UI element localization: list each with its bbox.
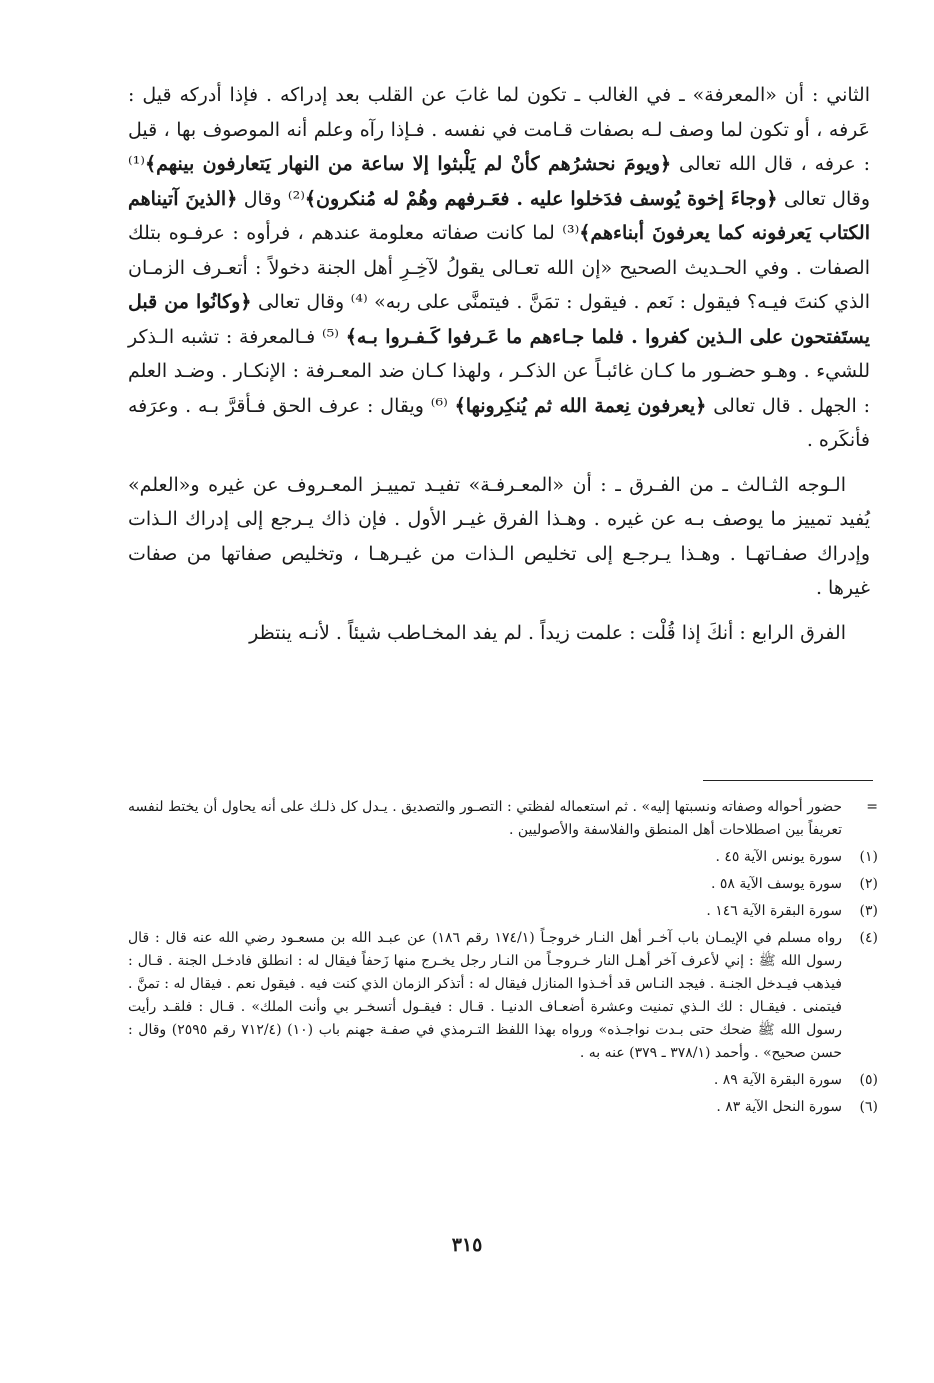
footnote-number: = xyxy=(866,799,878,815)
text-run: ⁽²⁾ وقال xyxy=(237,187,305,210)
quran-verse: ﴿الذينَ آتيناهم الكتاب يَعرفونه كما يعرفونَ أبناءهم﴾ xyxy=(128,187,870,244)
paragraph-gap xyxy=(128,458,870,468)
footnote xyxy=(128,927,878,1065)
footnotes xyxy=(128,796,878,1123)
paragraph-gap xyxy=(128,606,870,616)
text-run: الفرق الرابع : أنكَ إذا قُلْت : علمت زيداً . لم يفد المخـاطب شيئاً . لأنـه ينتظر xyxy=(249,621,846,644)
footnote-divider xyxy=(703,780,873,781)
footnote-text: حضور أحواله وصفاته ونسبتها إليه» . ثم استعماله لفظتي : التصـور والتصديق . يـدل كل ذلـك على أنه يحاول أن يختط لنفسه تعريفاً بين اصطلاحات أهل المنطق والفلاسفة والأصوليين . xyxy=(128,799,842,838)
footnote-number: (٥) xyxy=(859,1072,878,1088)
footnote xyxy=(128,1096,878,1119)
footnote-text: رواه مسلم في الإيمـان باب آخـر أهل النـار خروجـاً (١٧٤/١ رقم ١٨٦) عن عبـد الله بن مسعـود رضي الله عنه قال : قال رسول الله ﷺ : إني لأعرف آخر أهـل النار خـروجـاً من النـار رجل يخـرج منها زَحفاً فيقال له : انطلق فادخـل الجنة . قـال : فيذهب فيـدخل الجنـة . فيجد النـاس قد أخـذوا المنازل فيقال له : أتذكر الزمان الذي كنت فيه . فيقول نعم . فيقال له : تمنَّ . فيتمنى . فيقـال : لك الـذي تمنيت وعشرة أضعـاف الدنيـا . قـال : فيقـول أتسخـر بي وأنت الملك» . قـال : فلقـد رأيت رسول الله ﷺ ضحك حتى بـدت نواجـذه» ورواه بهذا اللفظ التـرمذي في صفـة جهنم باب (١٠) (٧١٢/٤ رقم ٢٥٩٥) وقال : حسن صحيح» . وأحمد (٣٧٨/١ ـ ٣٧٩) عنه به . xyxy=(128,930,843,1061)
footnote xyxy=(128,846,878,869)
paragraph xyxy=(128,78,870,458)
footnote xyxy=(128,1069,878,1092)
text-run: ⁽⁵⁾ فـالمعرفة : تشبه الـذكر للشيء . وهـو حضـور ما كـان غائبـاً عن الذكـر ، ولهذا كـان ضد المعـرفة : الإنكـار . وضـد العلم : الجهل . قال تعالى xyxy=(128,325,870,417)
footnote-number: (١) xyxy=(859,849,878,865)
footnote xyxy=(128,900,878,923)
quran-verse: ﴿وجاءَ إخوة يُوسف فدَخلوا عليه . فعَـرفهم وهُمْ له مُنكرون﴾ xyxy=(304,187,778,210)
footnote-text: سورة البقرة الآية ٨٩ . xyxy=(713,1072,842,1088)
footnote-number: (٦) xyxy=(859,1099,878,1115)
quran-verse: ﴿وكانُوا من قبل يستَفتحون على الـذين كفروا . فلما جـاءهم ما عَـرفوا كَـفـروا بـه﴾ xyxy=(128,291,870,348)
footnote-text: سورة البقرة الآية ١٤٦ . xyxy=(706,903,842,919)
text-run: ⁽¹⁾ وقال تعالى xyxy=(128,153,871,210)
paragraph xyxy=(128,616,870,651)
footnote-text: سورة النحل الآية ٨٣ . xyxy=(716,1099,842,1115)
quran-verse: ﴿ويومَ نحشرُهم كأنْ لم يَلْبثوا إلا ساعة من النهار يَتعارفون بينهم﴾ xyxy=(144,153,672,175)
text-run: ⁽³⁾ لما كانت صفاته معلومة عندهم ، فرأوه : عرفـوه بتلك الصفات . وفي الحـديث الصحيح «إن الله تعـالى يقولُ لآخِـرِ أهل الجنة دخولاً : أتعـرف الزمـان الذي كنتَ فيـه؟ فيقول : نَعم . فيقول : تمَنَّ . فيتمنَّى على ربه» ⁽⁴⁾ وقال تعالى xyxy=(128,222,870,313)
footnote xyxy=(128,796,878,842)
footnote-number: (٣) xyxy=(859,903,878,919)
footnote-number: (٢) xyxy=(859,876,878,892)
text-run: الثاني : أن «المعرفة» ـ في الغالب ـ تكون لما غابَ عن القلب بعد إدراكه . فإذا أدركه قيل : عَرفه ، أو تكون لما وصف لـه بصفات قـامت في نفسه . فـإذا رآه وعلم أنه الموصوف بها ، قيل : عرفه ، قال الله تعالى xyxy=(128,84,871,175)
paragraph xyxy=(128,468,870,606)
text-run: ⁽⁶⁾ ويقال : عرف الحق فـأقرَّ بـه . وعرَفه فأنكَره . xyxy=(128,394,870,451)
footnote-text: سورة يونس الآية ٤٥ . xyxy=(715,849,842,865)
footnote-text: سورة يوسف الآية ٥٨ . xyxy=(711,876,842,892)
footnote xyxy=(128,873,878,896)
text-run: الـوجه الثـالث ـ من الفـرق ـ : أن «المعـرفـة» تفيـد تمييـز المعـروف عن غيره و«العلم» يُفيد تمييز ما يوصف بـه عن غيره . وهـذا الفرق غيـر الأول . فإن ذاك يـرجع إلى إدراك الـذات وإدراك صفـاتهـا . وهـذا يـرجـع إلى تخليص الـذات من غيـرهـا ، وتخليص صفاتها من صفات غيرها . xyxy=(128,473,870,599)
footnote-number: (٤) xyxy=(859,930,878,946)
page-number: ٣١٥ xyxy=(451,1234,483,1256)
main-text xyxy=(128,78,870,650)
quran-verse: ﴿يعرفون نِعمة الله ثم يُنكِرونها﴾ xyxy=(454,394,707,417)
